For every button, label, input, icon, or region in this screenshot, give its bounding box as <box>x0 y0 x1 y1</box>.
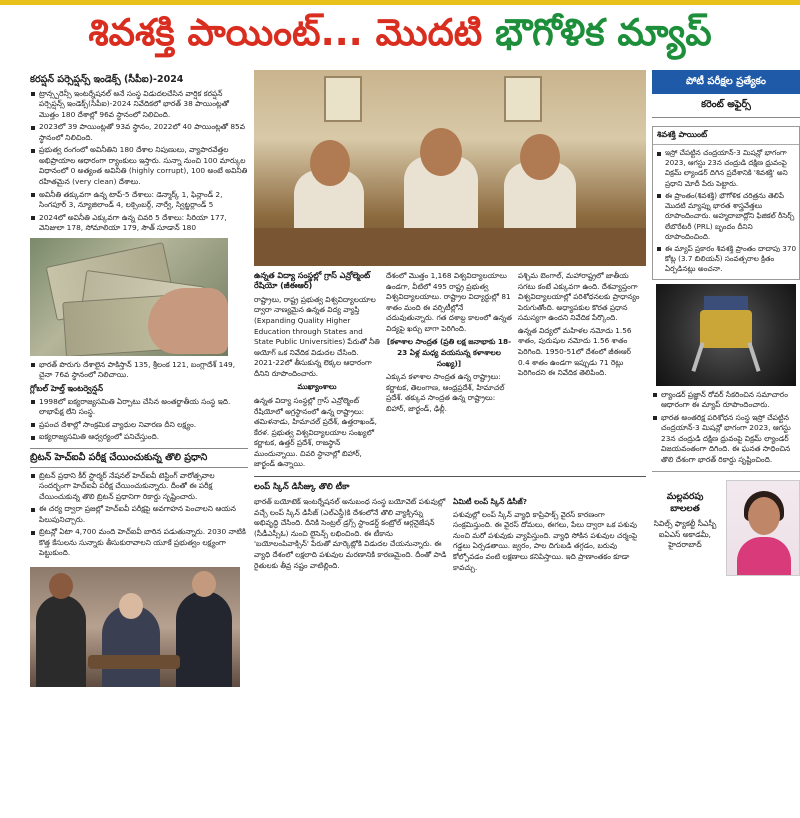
gier-heading: ఉన్నత విద్యా సంస్థల్లో గ్రాస్ ఎన్రోల్మెంట్ రేషియో (జీఈఆర్) <box>254 271 371 291</box>
top-accent-bar <box>0 0 800 5</box>
cpi-point: 2023లో 39 పాయింట్లతో 93వ స్థానం, 2022లో 40 పాయింట్లతో 85వ స్థానంలో నిలిచింది. <box>30 122 248 143</box>
lsd-text: భారత్ బయోటెక్ ఇంటర్నేషనల్ అనుబంధ సంస్థ బయోవెట్ పశువుల్లో వచ్చే లంప్ స్కిన్ డిసీజ్ (ఎల్ఎస్డీ)కి దేశంలోనే తొలి వ్యాక్సిన్ను అభివృద్ధి చేసింది. దీనికి సెంట్రల్ డ్రగ్స్ స్టాండర్డ్ కంట్రోల్ ఆర్గనైజేషన్ (సీడీఎస్సీఓ) నుంచి లైసెన్స్ లభించింది. ఈ టీకాను 'బయోలంపివాక్సిన్' పేరుతో మార్కెట్లోకి విడుదల చేయనున్నారు. ఈ వ్యాధి దేశంలో లక్షలాది పశువుల మరణానికి కారణమైంది. దీంతో పాడి రైతులకు తీవ్ర నష్టం వాటిల్లింది. <box>254 497 447 570</box>
lsd-subheading: ఏమిటీ లంప్ స్కిన్ డిసీజ్? <box>453 497 527 507</box>
solar-panel-shape <box>704 296 748 310</box>
face-shape <box>520 134 560 180</box>
person-shape <box>36 595 86 687</box>
hiv-point: బ్రిటన్ ప్రధాని కీర్ స్టార్మర్ నేషనల్ హెచ్ఐవీ టెస్టింగ్ వారోత్సవాల సందర్భంగా హెచ్ఐవీ పరీక్ష చేయించుకున్నారు. దీంతో ఈ పరీక్ష చేయించుకున్న తొలి బ్రిటన్ ప్రధానిగా రికార్డు సృష్టించారు. <box>30 471 248 503</box>
lsd-column-2 <box>453 497 646 573</box>
lsd-detail-text: పశువుల్లో లంప్ స్కిన్ వ్యాధి కాప్రిపాక్స్ వైరస్ కారణంగా సంక్రమిస్తుంది. ఈ వైరస్ దోమలు, ఈగలు, పేలు ద్వారా ఒక పశువు నుంచి మరో పశువుకు వ్యాపిస్తుంది. వ్యాధి సోకిన పశువుల చర్మంపై గడ్డలు ఏర్పడతాయి. జ్వరం, పాల దిగుబడి తగ్గడం, బరువు కోల్పోవడం వంటి లక్షణాలు కనిపిస్తాయి. ఇది ప్రాణాంతకం కూడా కావచ్చు. <box>453 509 638 572</box>
college-density-text: ఎక్కువ కళాశాల సాంద్రత ఉన్న రాష్ట్రాలు: కర్ణాటక, తెలంగాణ, ఆంధ్రప్రదేశ్, హిమాచల్ ప్రదేశ్. తక్కువ సాంద్రత ఉన్న రాష్ట్రాలు: బిహార్, జార్ఖండ్, ఢిల్లీ. <box>386 372 505 413</box>
article-column-2 <box>386 271 512 472</box>
cpi-list <box>30 89 248 234</box>
cpi-point: అవినీతి తక్కువగా ఉన్న టాప్-5 దేశాలు: డెన్మార్క్ 1, ఫిన్లాండ్ 2, సింగపూర్ 3, న్యూజిలాండ్ 4, లక్సెంబర్గ్, నార్వే, స్విట్జర్లాండ్ 5 <box>30 190 248 211</box>
shivashakti-point: ఈ ప్రాంతం(శివశక్తి) భౌగోళిక చరిత్రను తెలిపే మొదటి మ్యాప్ను భారత శాస్త్రవేత్తలు రూపొందించారు. అహ్మదాబాద్లోని ఫిజికల్ రీసెర్చ్ లేబొరేటరీ (PRL) బృందం దీనిని రూపొందించింది. <box>656 191 796 242</box>
shivashakti-list <box>653 145 799 279</box>
gh-point: ప్రపంచ దేశాల్లో సాంక్రమిక వ్యాధుల నివారణ దీని లక్ష్యం. <box>30 420 248 431</box>
hiv-heading: బ్రిటన్ హెచ్ఐవీ పరీక్ష చేయించుకున్న తొలి ప్రధాని <box>30 448 248 468</box>
page-headline <box>0 6 800 60</box>
currency-photo <box>30 238 228 356</box>
author-box <box>652 471 800 581</box>
face-shape <box>420 128 462 176</box>
article-column-3 <box>518 271 644 472</box>
gh-heading: గ్లోబల్ హెల్త్ ఇంటర్వెన్షన్ <box>30 383 103 393</box>
headline-part-2: భౌగోళిక మ్యాప్ <box>495 11 712 54</box>
head-shape <box>49 573 73 599</box>
face-shape <box>748 497 780 535</box>
highlights-heading: ముఖ్యాంశాలు <box>297 382 337 392</box>
left-column <box>30 70 248 818</box>
shivashakti-heading: శివశక్తి పాయింట్ <box>653 127 799 145</box>
college-density-note: [కళాశాల సాంద్రత (ప్రతి లక్ష జనాభాకు 18-23 ఏళ్ల మధ్య వయసున్న కళాశాలల సంఖ్య)] <box>386 337 512 368</box>
lander-photo <box>656 284 796 386</box>
hiv-list <box>30 471 248 559</box>
cpi-point: 2024లో అవినీతి ఎక్కువగా ఉన్న చివరి 5 దేశాలు: సిరియా 177, వెనిజులా 178, సోమాలియా 179, సౌత్ సూడాన్ 180 <box>30 213 248 234</box>
chandrayaan-point: భారత అంతరిక్ష పరిశోధన సంస్థ ఇస్రో చేపట్టిన చంద్రయాన్-3 మిషన్లో భాగంగా 2023, ఆగస్టు 23న చంద్రుడి దక్షిణ ధ్రువంపై విక్రమ్ ల్యాండర్ విజయవంతంగా దిగింది. ఈ ఘనత సాధించిన తొలి దేశంగా భారత్ రికార్డు సృష్టించింది. <box>652 413 800 466</box>
lsd-heading: లంప్ స్కిన్ డిసీజ్కు తొలి టీకా <box>254 481 350 492</box>
chandrayaan-list <box>652 390 800 466</box>
shivashakti-box <box>652 126 800 280</box>
table-shape <box>88 655 180 669</box>
window-shape <box>324 76 362 122</box>
special-banner: పోటీ పరీక్షల ప్రత్యేకం <box>652 70 800 94</box>
cpi-point: ట్రాన్స్పరెన్సీ ఇంటర్నేషనల్ అనే సంస్థ విడుదలచేసిన వార్షిక కరప్షన్ పర్సెప్షన్స్ ఇండెక్స్(సీపీఐ)-2024 నివేదికలో భారత్ 38 పాయింట్లతో మొత్తం 180 దేశాల్లో 96వ స్థానంలో నిలిచింది. <box>30 89 248 121</box>
author-photo <box>726 480 800 576</box>
gier-article <box>254 271 646 472</box>
shivashakti-point: ఈ మ్యాప్ ప్రకారం శివశక్తి ప్రాంతం దాదాపు 370 కోట్ల (3.7 బిలియన్) సంవత్సరాల క్రితం ఏర్పడినట్లు అంచనా. <box>656 244 796 275</box>
cpi-extra-list <box>30 360 248 381</box>
head-shape <box>119 593 143 619</box>
states-text: పశ్చిమ బెంగాల్, మహారాష్ట్రలో జాతీయ సగటు కంటే ఎక్కువగా ఉంది. దేశవ్యాప్తంగా విశ్వవిద్యాలయాల్లో పరిశోధనలకు ప్రాధాన్యం పెరుగుతోంది. అధ్యాపకుల కొరత ప్రధాన సమస్యగా ఉందని నివేదిక పేర్కొంది. <box>518 271 640 323</box>
section-divider <box>254 476 646 477</box>
lander-body-shape <box>700 310 752 348</box>
gh-point: 1998లో ఐక్యరాజ్యసమితి ఏర్పాటు చేసిన అంతర్జాతీయ సంస్థ ఇది. లాభాపేక్ష లేని సంస్థ. <box>30 397 248 418</box>
middle-column <box>254 70 646 818</box>
cpi-heading: కరప్షన్ పర్సెప్షన్స్ ఇండెక్స్ (సీపీఐ)-2024 <box>30 74 184 85</box>
gier-highlights: ఉన్నత విద్యా సంస్థల్లో గ్రాస్ ఎన్రోల్మెంట్ రేషియోలో అగ్రస్థానంలో ఉన్న రాష్ట్రాలు: తమిళనాడు, హిమాచల్ ప్రదేశ్, ఉత్తరాఖండ్, కేరళ. ప్రభుత్వ విశ్వవిద్యాలయాల సంఖ్యలో కర్ణాటక, ఉత్తర్ ప్రదేశ్, రాజస్థాన్ ముందున్నాయి. చివరి స్థానాల్లో బిహార్, జార్ఖండ్ ఉన్నాయి. <box>254 395 377 469</box>
author-info <box>652 492 718 551</box>
lsd-article <box>254 497 646 573</box>
gier-text: రాష్ట్రాలు, రాష్ట్ర ప్రభుత్వ విశ్వవిద్యాలయాల ద్వారా నాణ్యమైన ఉన్నత విద్య వ్యాప్తి (Expanding Quality Higher Education through States and State Public Universities) పేరుతో నీతి ఆయోగ్ ఒక నివేదిక విడుదల చేసింది. 2021-22లో తీసుకున్న లెక్కల ఆధారంగా దీనిని రూపొందించారు. <box>254 294 380 378</box>
classroom-photo <box>254 70 646 266</box>
hiv-point: ఈ చర్య ద్వారా ప్రజల్లో హెచ్ఐవీ పరీక్షపై అవగాహన పెంచాలని ఆయన పిలుపునిచ్చారు. <box>30 504 248 525</box>
gh-list <box>30 397 248 443</box>
person-shape <box>176 591 232 687</box>
body-shape <box>737 537 791 576</box>
cpi-extra-point: భారత్ పొరుగు దేశాలైన పాకిస్తాన్ 135, శ్రీలంక 121, బంగ్లాదేశ్ 149, చైనా 76వ స్థానంలో నిలిచాయి. <box>30 360 248 381</box>
hiv-point: బ్రిటన్లో ఏటా 4,700 మంది హెచ్ఐవీ బారిన పడుతున్నారు. 2030 నాటికి కొత్త కేసులను సున్నాకు తీసుకురావాలని యూకే ప్రభుత్వం లక్ష్యంగా పెట్టుకుంది. <box>30 527 248 559</box>
shivashakti-point: ఇస్రో చేపట్టిన చంద్రయాన్-3 మిషన్లో భాగంగా 2023, ఆగస్టు 23న చంద్రుడి దక్షిణ ధ్రువంపై విక్రమ్ ల్యాండర్ దిగిన ప్రదేశానికి 'శివశక్తి' అని ప్రధాని మోదీ పేరు పెట్టారు. <box>656 148 796 189</box>
face-shape <box>310 140 350 186</box>
article-column-1 <box>254 271 380 472</box>
head-shape <box>192 571 216 597</box>
enrolment-text: ఉన్నత విద్యలో మహిళల నమోదు 1.56 శాతం, పురుషుల నమోదు 1.56 శాతం పెరిగింది. 1950-51లో దేశంలో జీఈఆర్ 0.4 శాతం ఉండగా ఇప్పుడు 71 రెట్లు పెరిగిందని ఈ నివేదిక తెలిపింది. <box>518 325 632 378</box>
meeting-photo <box>30 567 240 687</box>
author-designation: సివిల్స్ ఫ్యాకల్టీ సీఎస్బీ ఐఏఎస్ అకాడమీ, హైదరాబాద్ <box>653 519 717 550</box>
gh-point: ఐక్యరాజ్యసమితి ఆధ్వర్యంలో పనిచేస్తుంది. <box>30 432 248 443</box>
lsd-column-1 <box>254 497 447 573</box>
lander-leg-shape <box>691 342 704 372</box>
cpi-point: ప్రభుత్వ రంగంలో అవినీతిని 180 దేశాల నిపుణులు, వ్యాపారవేత్తల అభిప్రాయాల ఆధారంగా ర్యాంకులు ఇస్తారు. సున్నా నుంచి 100 మార్కుల విధానంలో 0 అత్యంత అవినీతి (highly corrupt), 100 అంటే అవినీతి రహితమైన (very clean) దేశాలు. <box>30 145 248 187</box>
right-column <box>652 70 800 818</box>
chandrayaan-point: ల్యాండర్ ప్రజ్ఞాన్ రోవర్ సేకరించిన సమాచారం ఆధారంగా ఈ మ్యాప్ రూపొందించారు. <box>652 390 800 411</box>
universities-text: దేశంలో మొత్తం 1,168 విశ్వవిద్యాలయాలు ఉండగా, వీటిలో 495 రాష్ట్ర ప్రభుత్వ విశ్వవిద్యాలయాలు. రాష్ట్రాల విద్యార్థుల్లో 81 శాతం మంది ఈ వర్సిటీల్లోనే చదువుతున్నారు. గత దశాబ్ద కాలంలో ఉన్నత విద్యపై ఖర్చు బాగా పెరిగింది. <box>386 271 512 333</box>
newspaper-page <box>30 70 800 818</box>
window-shape <box>504 76 542 122</box>
hand-shape <box>148 288 228 354</box>
headline-part-1: శివశక్తి పాయింట్... మొదటి <box>88 11 496 54</box>
lander-leg-shape <box>747 342 760 372</box>
author-name: మల్లవరపు బాలలత <box>666 492 704 515</box>
desk-shape <box>254 228 646 266</box>
current-affairs-label: కరెంట్ అఫైర్స్ <box>652 94 800 118</box>
